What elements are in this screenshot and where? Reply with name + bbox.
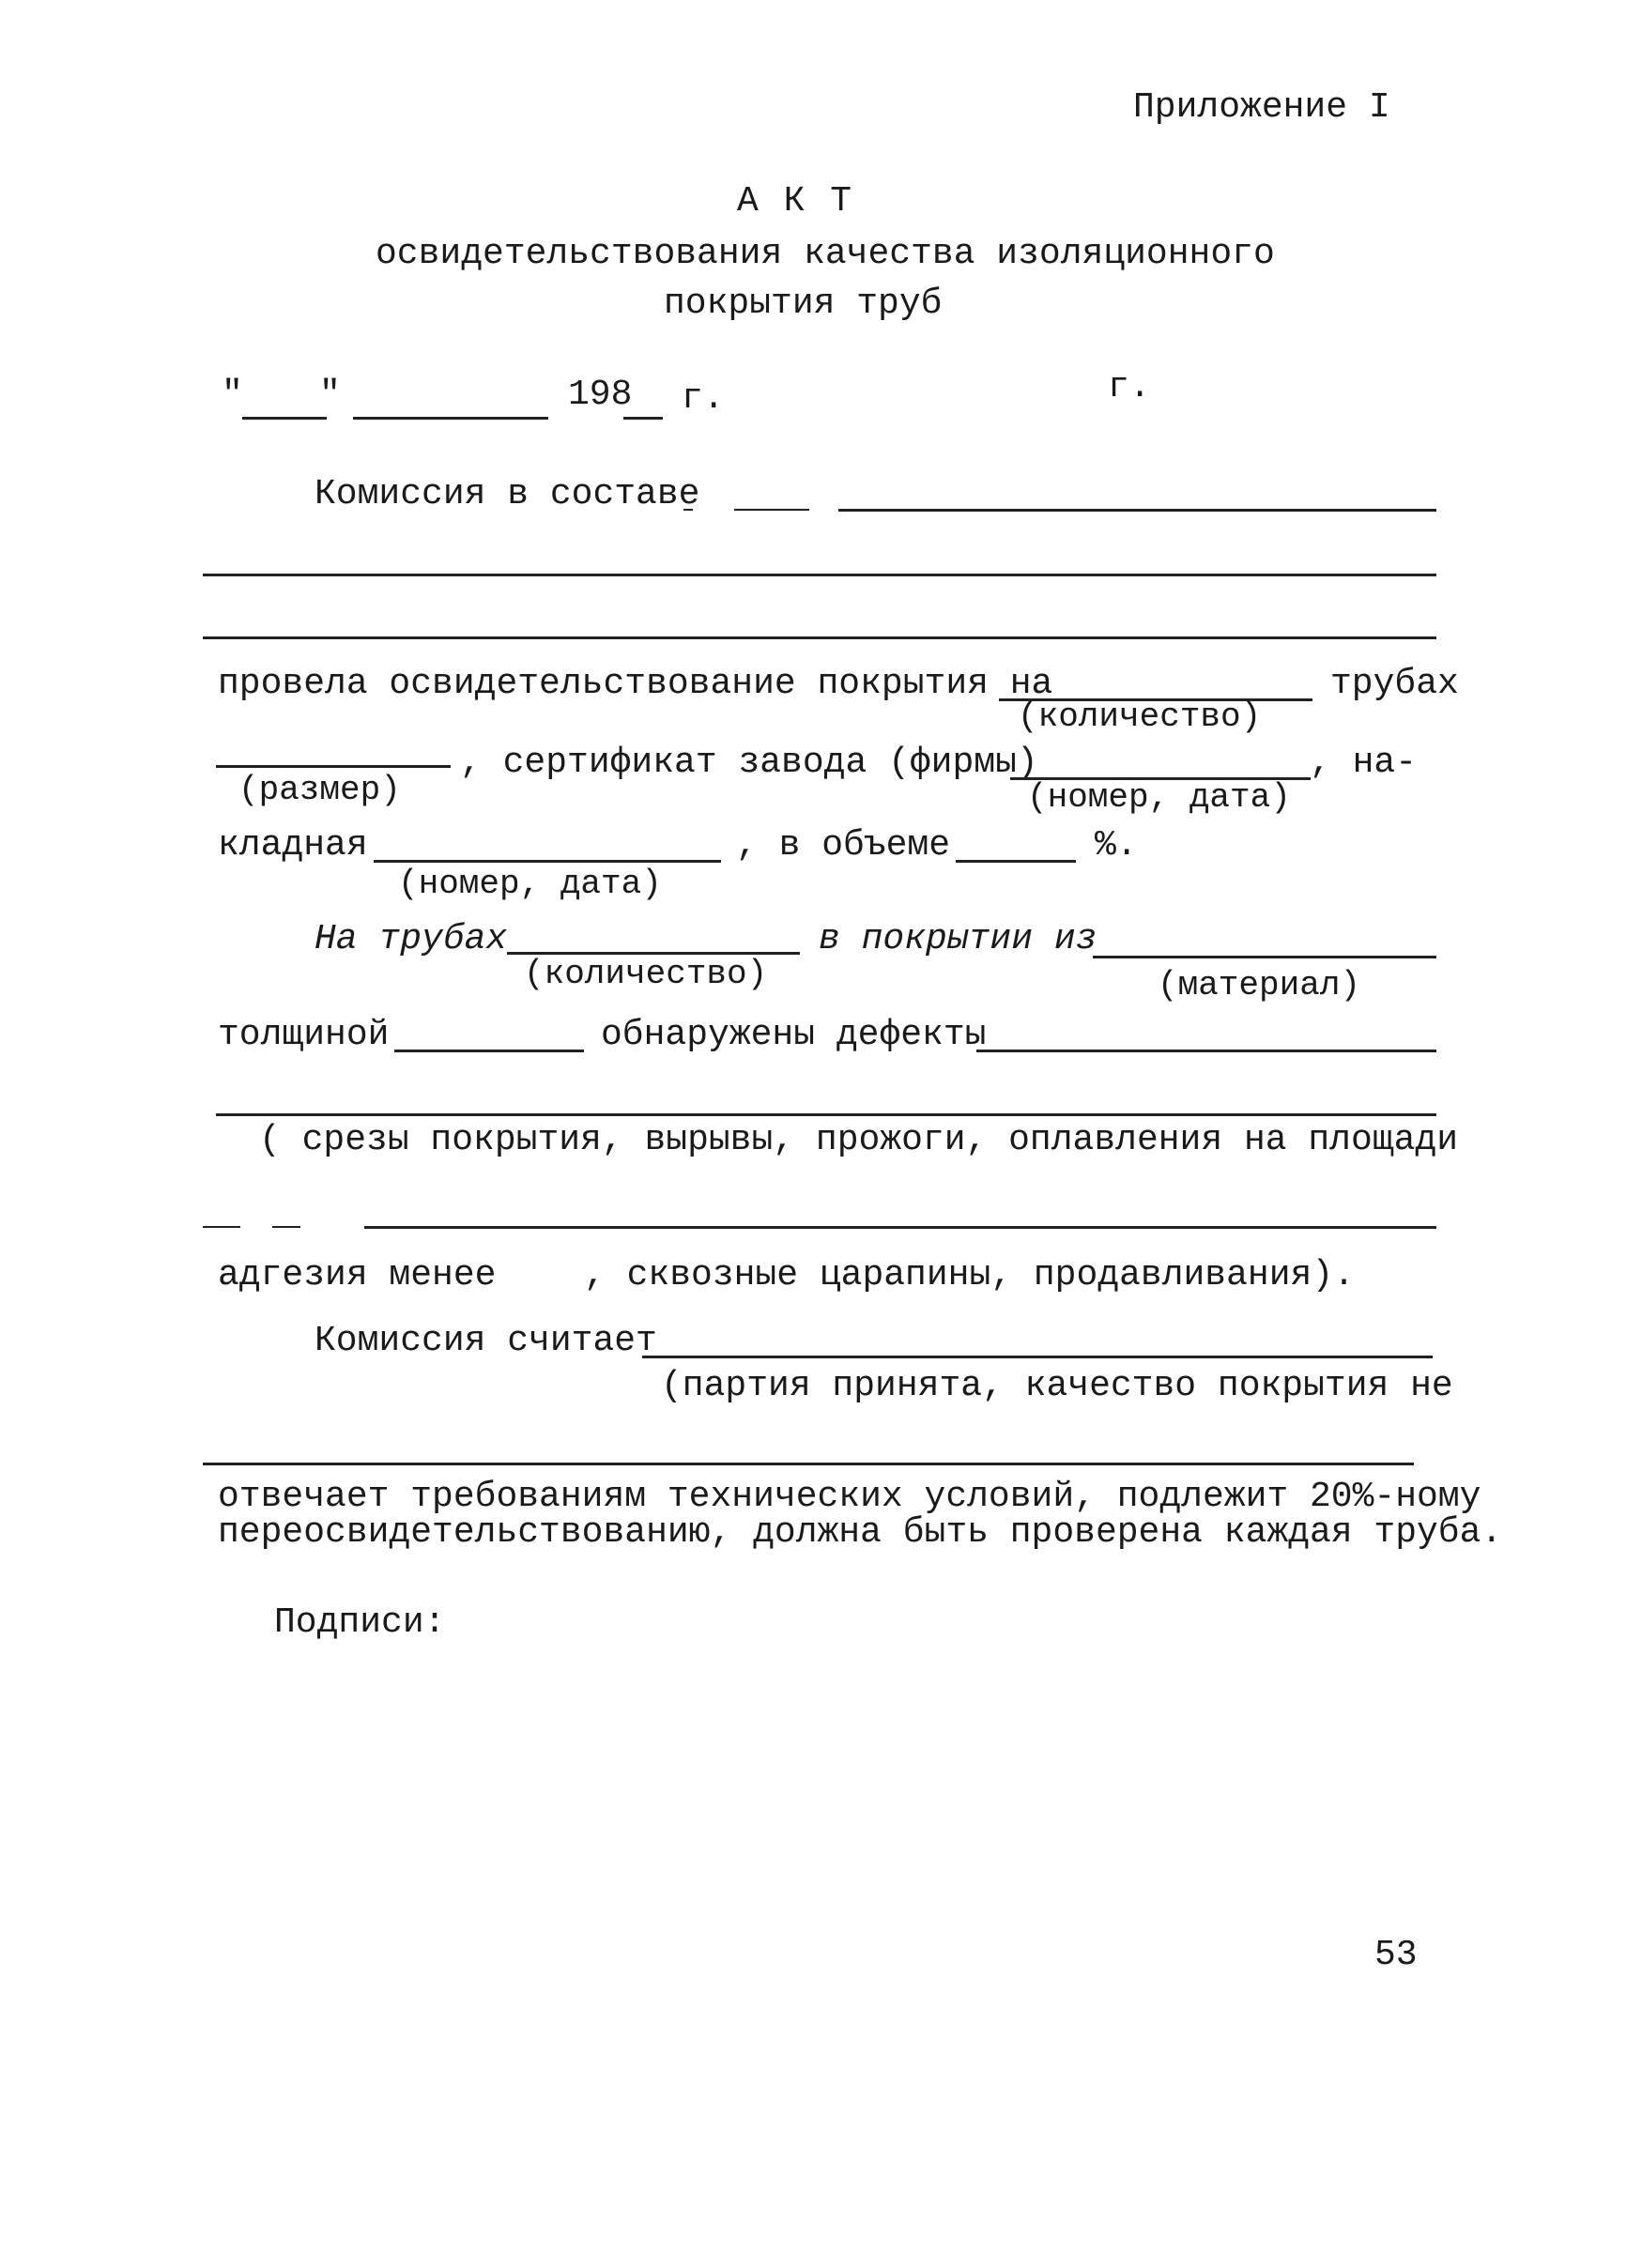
decision-line-1[interactable] — [642, 1356, 1433, 1358]
decision-hint-line1: (партия принята, качество покрытия не — [661, 1366, 1453, 1406]
conducted-text: провела освидетельствование покрытия на — [218, 664, 1053, 704]
certificate-number-hint: (номер, дата) — [1027, 778, 1291, 817]
appendix-label: Приложение I — [1133, 87, 1390, 128]
defects-dash-1 — [203, 1226, 240, 1228]
quantity-hint: (количество) — [1018, 697, 1262, 736]
volume-text: , в объеме — [736, 825, 951, 866]
pipe-size-line[interactable] — [216, 765, 451, 768]
commission-members-line-1[interactable] — [838, 509, 1436, 512]
coating-material-line[interactable] — [1093, 956, 1436, 958]
decision-text-line3: переосвидетельствованию, должна быть проверена каждая труба. — [218, 1512, 1503, 1553]
year-blank-line[interactable] — [623, 417, 663, 420]
defects-found-text: обнаружены дефекты — [601, 1015, 987, 1055]
defects-line-3[interactable] — [364, 1226, 1436, 1229]
defects-line-1[interactable] — [976, 1050, 1436, 1052]
decision-line-2[interactable] — [203, 1463, 1414, 1465]
signatures-label: Подписи: — [274, 1602, 446, 1643]
date-g-label: г. — [682, 378, 725, 419]
scratches-text: , сквозные царапины, продавливания). — [584, 1255, 1355, 1295]
date-quote-close: " — [319, 375, 341, 415]
waybill-number-hint: (номер, дата) — [398, 865, 662, 903]
decision-text-line2: отвечает требованиям технических условий, подлежит 20%-ному — [218, 1477, 1481, 1517]
waybill-text: кладная — [218, 825, 368, 866]
waybill-number-line[interactable] — [374, 860, 721, 863]
thickness-line[interactable] — [394, 1050, 584, 1052]
commission-dots-line — [683, 509, 693, 511]
hyphenation-na: , на- — [1310, 743, 1418, 783]
volume-percent-line[interactable] — [956, 860, 1076, 863]
document-title: А К Т — [737, 181, 854, 222]
document-subtitle-line2: покрытия труб — [664, 284, 943, 324]
size-hint: (размер) — [238, 771, 401, 809]
document-subtitle-line1: освидетельствования качества изоляционного — [376, 234, 1275, 274]
in-coating-text: в покрытии из — [819, 919, 1097, 959]
page-number: 53 — [1374, 1935, 1418, 1975]
defects-line-2[interactable] — [216, 1113, 1436, 1116]
commission-considers-text: Комиссия считает — [315, 1321, 657, 1361]
pipes-word: трубах — [1330, 664, 1459, 704]
city-g-label: г. — [1108, 367, 1151, 407]
day-blank-line[interactable] — [242, 417, 327, 420]
commission-label: Комиссия в составе — [315, 474, 700, 514]
adhesion-text: адгезия менее — [218, 1255, 497, 1295]
thickness-text: толщиной — [218, 1015, 390, 1055]
percent-sign: %. — [1095, 825, 1138, 866]
commission-short-line — [734, 509, 809, 511]
month-blank-line[interactable] — [353, 417, 548, 420]
date-year-prefix: 198 — [568, 375, 633, 415]
commission-members-line-2[interactable] — [203, 574, 1436, 576]
quantity-hint-2: (количество) — [524, 955, 768, 993]
material-hint: (материал) — [1158, 966, 1361, 1004]
defects-dash-2 — [272, 1226, 300, 1228]
commission-members-line-3[interactable] — [203, 636, 1436, 639]
on-pipes-text: На трубах — [315, 919, 508, 959]
certificate-text: , сертификат завода (фирмы) — [460, 743, 1038, 783]
defects-hint-line1: ( срезы покрытия, вырывы, прожоги, оплавления на площади — [259, 1120, 1459, 1160]
date-quote-open: " — [222, 375, 243, 415]
